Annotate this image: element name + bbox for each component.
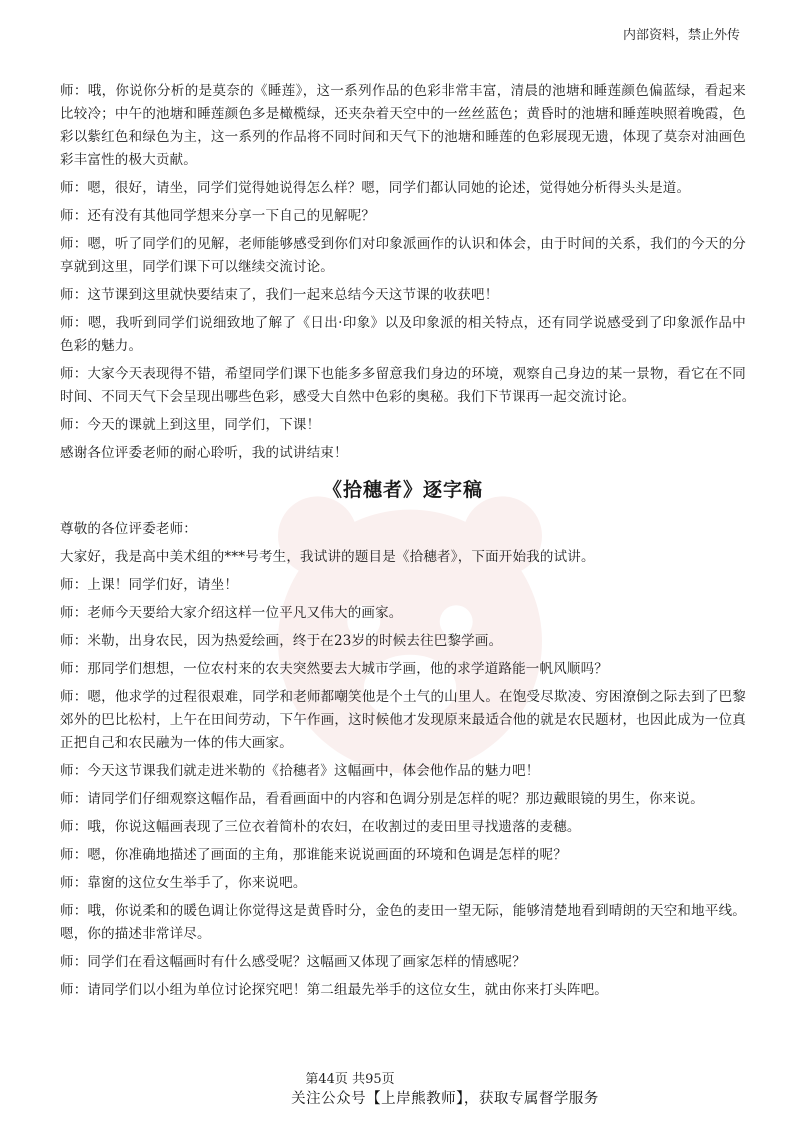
paragraph: 师：米勒，出身农民，因为热爱绘画，终于在23岁的时候去往巴黎学画。: [60, 633, 503, 649]
footer-promo-text: 关注公众号【上岸熊教师】，获取专属督学服务: [291, 1091, 599, 1107]
paragraph: 师：哦，你说你分析的是莫奈的《睡莲》，这一系列作品的色彩非常丰富，清晨的池塘和睡莲颜色偏蓝绿，看起来比较冷；中午的池塘和睡莲颜色多是橄榄绿，还夹杂着天空中的一丝丝蓝色；黄昏时的池塘和睡莲映照着晚霞，色彩以紫红色和绿色为主，这一系列的作品将不同时间和天气下的池塘和睡莲的色彩展现无遗，体现了莫奈对油画色彩丰富性的极大贡献。: [60, 83, 746, 168]
paragraph: 感谢各位评委老师的耐心聆听，我的试讲结束！: [60, 445, 348, 461]
paragraph: 师：今天这节课我们就走进米勒的《拾穗者》这幅画中，体会他作品的魅力吧！: [60, 763, 540, 779]
paragraph: 师：哦，你说这幅画表现了三位衣着简朴的农妇，在收割过的麦田里寻找遗落的麦穗。: [60, 819, 581, 835]
paragraph: 师：还有没有其他同学想来分享一下自己的见解呢？: [60, 208, 376, 224]
paragraph: 师：老师今天要给大家介绍这样一位平凡又伟大的画家。: [60, 605, 403, 621]
paragraph: 师：这节课到这里就快要结束了，我们一起来总结今天这节课的收获吧！: [60, 287, 499, 303]
paragraph: 师：同学们在看这幅画时有什么感受呢？这幅画又体现了画家怎样的情感呢？: [60, 954, 526, 970]
paragraph: 师：嗯，他求学的过程很艰难，同学和老师都嘲笑他是个土气的山里人。在饱受尽欺凌、穷困潦倒之际去到了巴黎郊外的巴比松村，上午在田间劳动，下午作画，这时候他才发现原来最适合他的就是农民题材，也因此成为一位真正把自己和农民融为一体的伟大画家。: [60, 689, 746, 751]
page-number: 第44页 共95页: [305, 1072, 395, 1087]
paragraph: 尊敬的各位评委老师：: [60, 521, 197, 537]
paragraph: 师：请同学们仔细观察这幅作品，看看画面中的内容和色调分别是怎样的呢？那边戴眼镜的男生，你来说。: [60, 791, 704, 807]
section-monet-dialogue: [60, 80, 746, 465]
paragraph: 师：大家今天表现得不错，希望同学们课下也能多多留意我们身边的环境，观察自己身边的某一景物，看它在不同时间、不同天气下会呈现出哪些色彩，感受大自然中色彩的奥秘。我们下节课再一起交流讨论。: [60, 366, 746, 405]
paragraph: 师：靠窗的这位女生举手了，你来说吧。: [60, 875, 307, 891]
paragraph: 大家好，我是高中美术组的***号考生，我试讲的题目是《拾穗者》，下面开始我的试讲。: [60, 549, 595, 565]
paragraph: 师：哦，你说柔和的暖色调让你觉得这是黄昏时分，金色的麦田一望无际，能够清楚地看到晴朗的天空和地平线。嗯，你的描述非常详尽。: [60, 903, 746, 942]
paragraph: 师：嗯，听了同学们的见解，老师能够感受到你们对印象派画作的认识和体会，由于时间的关系，我们的今天的分享就到这里，同学们课下可以继续交流讨论。: [60, 236, 746, 275]
document-body: [60, 80, 746, 1007]
paragraph: 师：那同学们想想，一位农村来的农夫突然要去大城市学画，他的求学道路能一帆风顺吗？: [60, 661, 608, 677]
paragraph: 师：今天的课就上到这里，同学们，下课！: [60, 417, 321, 433]
confidential-notice: 内部资料，禁止外传: [622, 28, 740, 43]
paragraph: 师：嗯，很好，请坐，同学们觉得她说得怎么样？嗯，同学们都认同她的论述，觉得她分析得头头是道。: [60, 180, 691, 196]
page-footer: [0, 1068, 800, 1108]
paragraph: 师：嗯，你准确地描述了画面的主角，那谁能来说说画面的环境和色调是怎样的呢？: [60, 847, 567, 863]
section-title: 《拾穗者》逐字稿: [322, 479, 483, 501]
paragraph: 师：嗯，我听到同学们说细致地了解了《日出·印象》以及印象派的相关特点，还有同学说感受到了印象派作品中色彩的魅力。: [60, 315, 746, 354]
paragraph: 师：上课！同学们好，请坐！: [60, 577, 239, 593]
section-gleaners-script: [60, 518, 746, 1002]
paragraph: 师：请同学们以小组为单位讨论探究吧！第二组最先举手的这位女生，就由你来打头阵吧。: [60, 982, 608, 998]
